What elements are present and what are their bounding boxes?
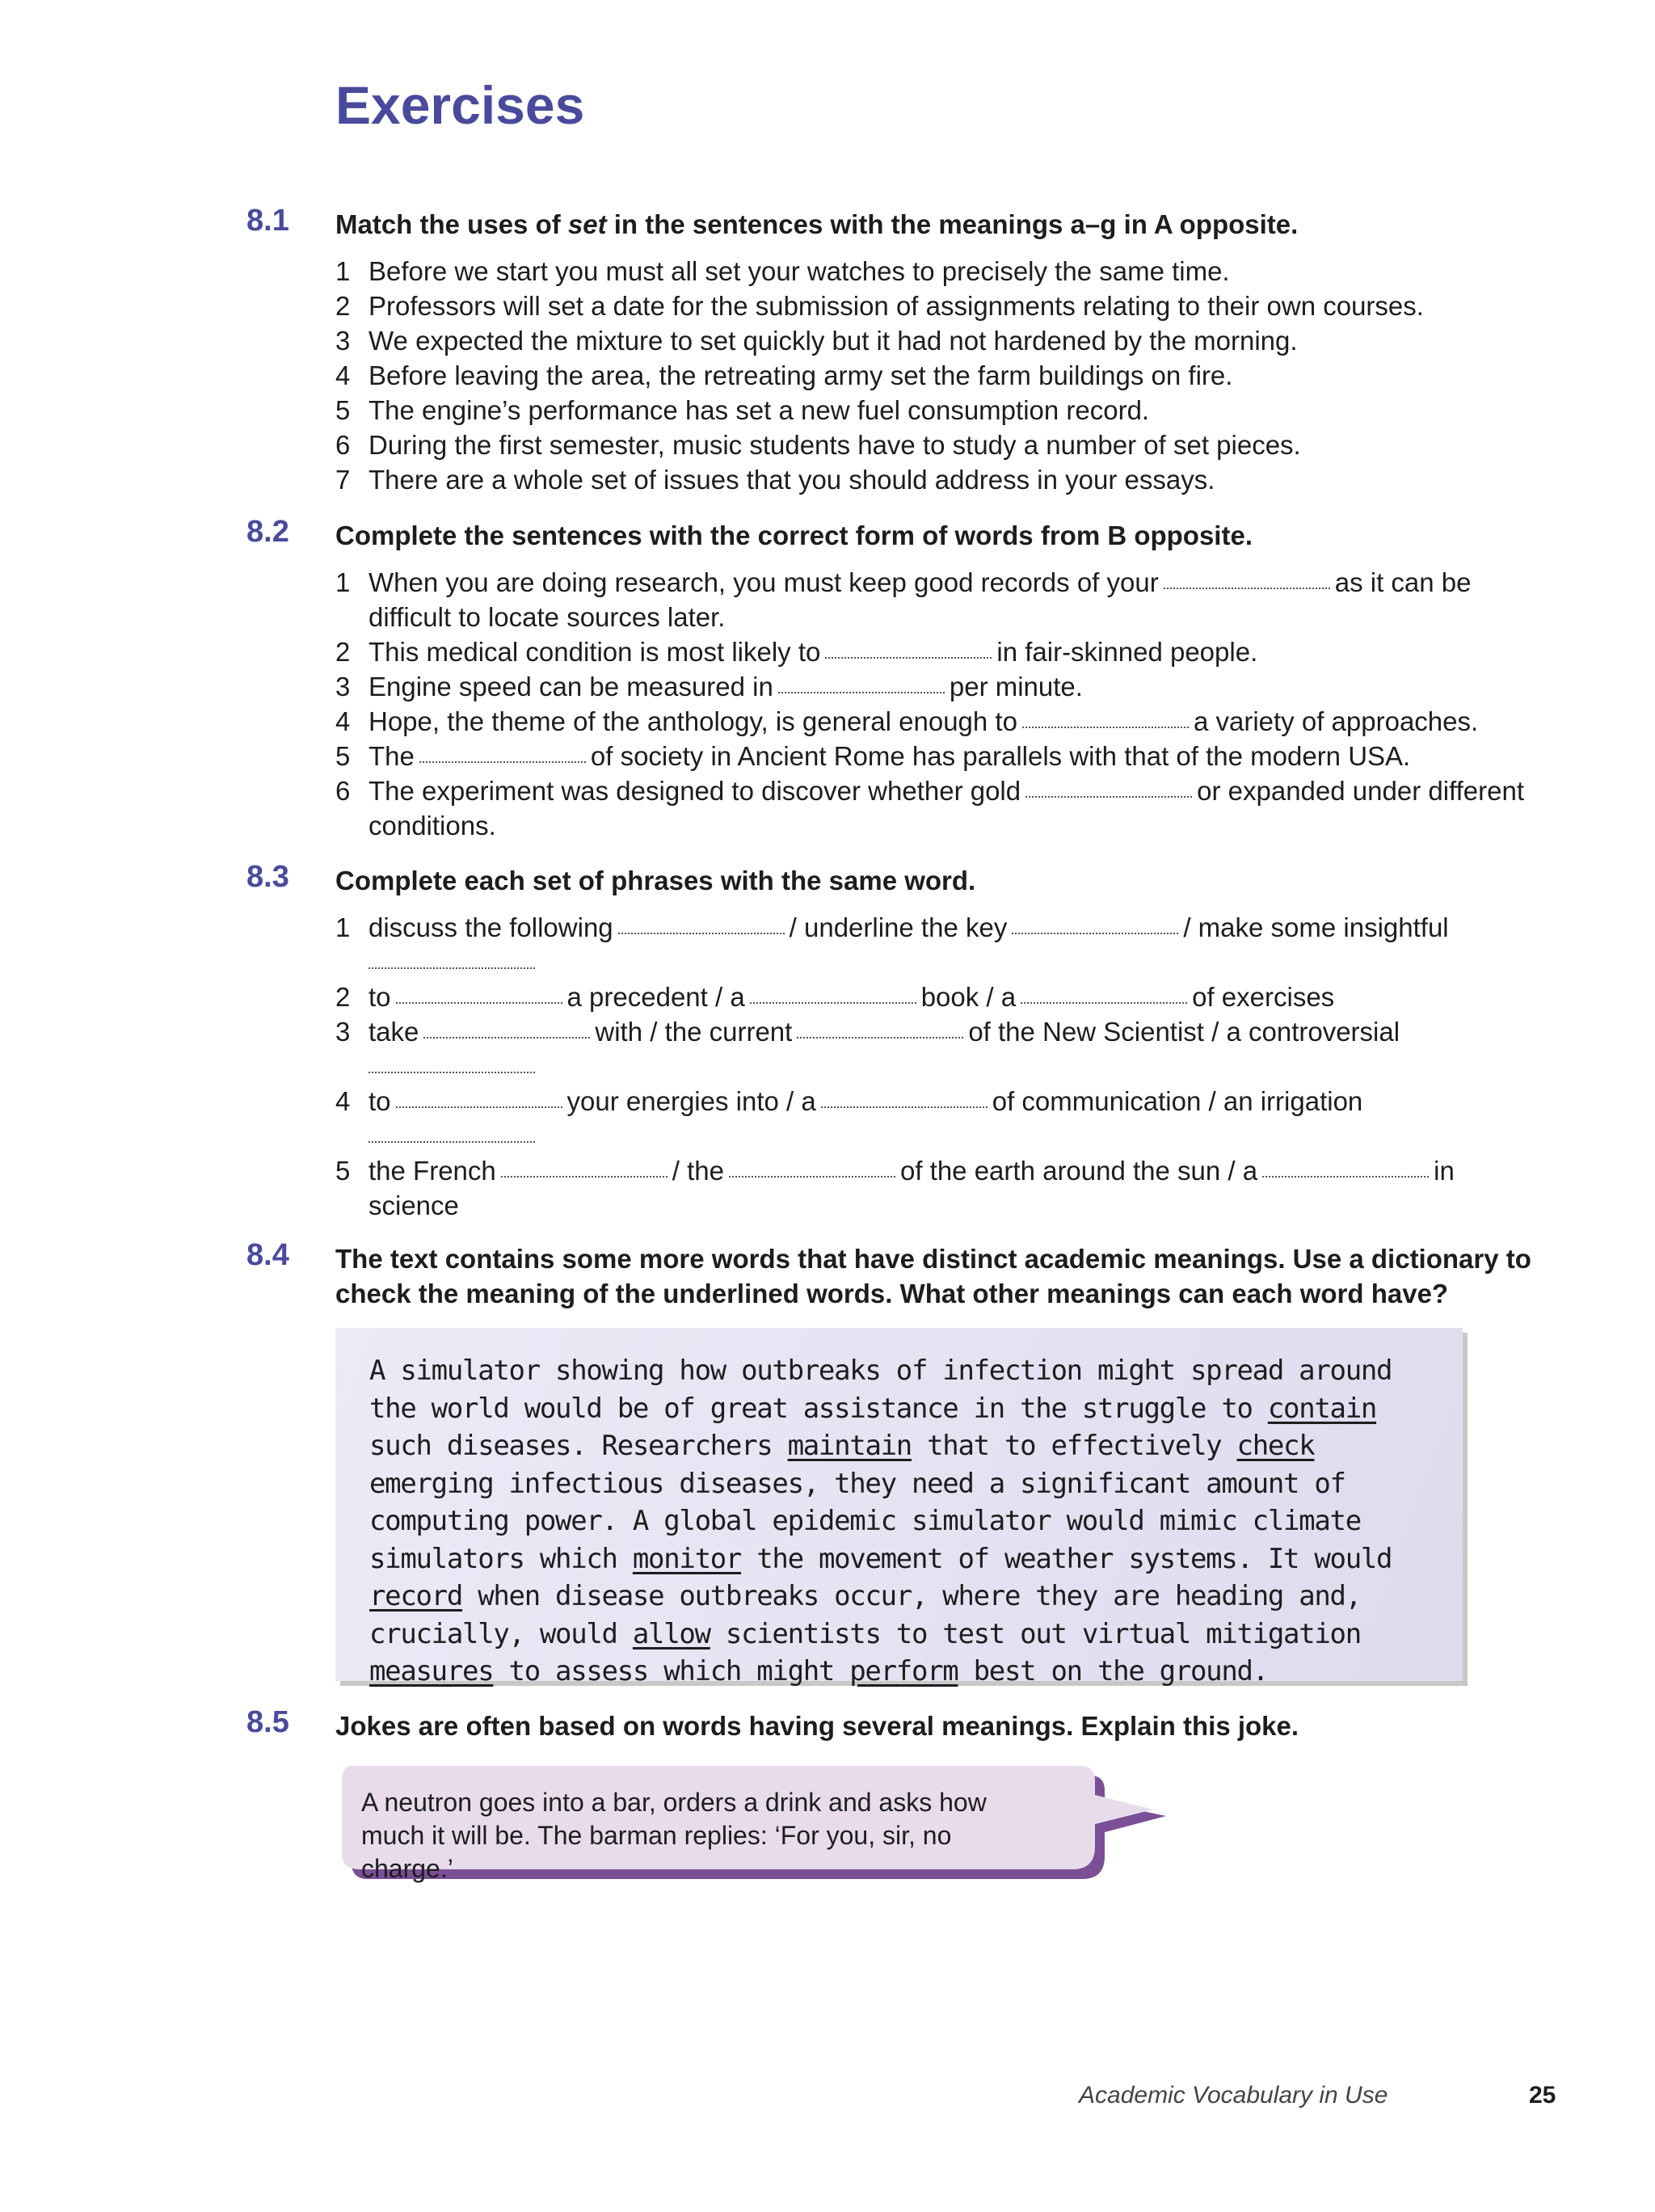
underlined-word: measures <box>369 1655 494 1687</box>
sentence-list <box>335 565 1531 843</box>
exercise-number: 8.3 <box>246 860 289 894</box>
underlined-word: maintain <box>787 1430 912 1462</box>
reading-text: A simulator showing how outbreaks of infection might spread around the world would be of great assistance in the struggle to contain such diseases. Researchers maintain that to effectively check emerging infectious diseases, they need a significant amount of computing power. A global epidemic simulator would mimic climate simulators which monitor the movement of weather systems. It would record when disease outbreaks occur, where they are heading and, crucially, would allow scientists to test out virtual mitigation measures to assess which might perform best on the ground. <box>369 1355 1392 1687</box>
answer-blank[interactable] <box>1021 1000 1187 1004</box>
exercise-instruction: Match the uses of set in the sentences with the meanings a–g in A opposite. <box>335 209 1299 239</box>
underlined-word: record <box>369 1580 463 1612</box>
exercise-number: 8.5 <box>246 1705 289 1739</box>
list-item: 4 Hope, the theme of the anthology, is general enough to a variety of approaches. <box>335 706 1479 736</box>
answer-blank[interactable] <box>501 1173 667 1178</box>
list-item: 1 discuss the following / underline the key / make some insightful <box>335 910 1531 980</box>
list-item: 3 We expected the mixture to set quickly but it had not hardened by the morning. <box>335 326 1298 356</box>
reading-text-box <box>335 1328 1463 1687</box>
page-title: Exercises <box>335 75 585 135</box>
answer-blank[interactable] <box>396 1000 562 1004</box>
answer-blank[interactable] <box>368 1139 535 1143</box>
answer-blank[interactable] <box>1012 930 1178 934</box>
list-item: 4 to your energies into / a of communication / an irrigation <box>335 1084 1531 1153</box>
list-item: 7 There are a whole set of issues that you should address in your essays. <box>335 465 1215 495</box>
list-item: 1 When you are doing research, you must keep good records of your as it can be difficult to locate sources later. <box>335 567 1472 632</box>
list-item: 3 Engine speed can be measured in per minute. <box>335 672 1083 702</box>
underlined-word: monitor <box>632 1542 742 1575</box>
answer-blank[interactable] <box>396 1104 562 1108</box>
list-item: 4 Before leaving the area, the retreating army set the farm buildings on fire. <box>335 360 1233 390</box>
exercise-instruction: Complete the sentences with the correct form of words from B opposite. <box>335 520 1253 550</box>
list-item: 3 take with / the current of the New Scientist / a controversial <box>335 1014 1531 1084</box>
list-item: 2 This medical condition is most likely to in fair-skinned people. <box>335 637 1258 667</box>
list-item: 5 The engine’s performance has set a new fuel consumption record. <box>335 395 1150 425</box>
answer-blank[interactable] <box>821 1104 988 1108</box>
answer-blank[interactable] <box>1164 585 1330 589</box>
answer-blank[interactable] <box>368 965 535 969</box>
joke-text: A neutron goes into a bar, orders a drink and asks how much it will be. The barman replies: ‘For you, sir, no charge.’ <box>361 1788 987 1883</box>
underlined-word: allow <box>632 1617 710 1650</box>
answer-blank[interactable] <box>419 759 586 763</box>
answer-blank[interactable] <box>1022 724 1189 728</box>
exercise-number: 8.1 <box>246 204 289 238</box>
underlined-word: check <box>1236 1430 1315 1462</box>
list-item: 6 The experiment was designed to discover whether gold or expanded under different conditions. <box>335 776 1524 841</box>
answer-blank[interactable] <box>423 1034 590 1039</box>
answer-blank[interactable] <box>618 930 785 934</box>
answer-blank[interactable] <box>778 689 945 693</box>
list-item: 1 Before we start you must all set your watches to precisely the same time. <box>335 256 1230 286</box>
joke-speech-bubble <box>335 1766 1168 1887</box>
exercise-number: 8.4 <box>246 1238 289 1272</box>
phrase-list <box>335 910 1531 1223</box>
page-number: 25 <box>1529 2082 1556 2109</box>
list-item: 5 The of society in Ancient Rome has parallels with that of the modern USA. <box>335 741 1411 771</box>
exercise-instruction: Complete each set of phrases with the same word. <box>335 866 976 895</box>
list-item: 2 to a precedent / a book / a of exercises <box>335 982 1335 1012</box>
list-item: 5 the French / the of the earth around the sun / a in science <box>335 1156 1455 1220</box>
exercise-instruction: The text contains some more words that have distinct academic meanings. Use a dictionary to check the meaning of the underlined words. What other meanings can each word have? <box>335 1244 1531 1308</box>
answer-blank[interactable] <box>825 655 992 659</box>
answer-blank[interactable] <box>797 1034 963 1039</box>
answer-blank[interactable] <box>368 1069 535 1073</box>
list-item: 6 During the first semester, music students have to study a number of set pieces. <box>335 430 1301 460</box>
underlined-word: perform <box>849 1655 958 1687</box>
exercise-number: 8.2 <box>246 515 289 549</box>
underlined-word: contain <box>1267 1392 1377 1425</box>
exercise-instruction: Jokes are often based on words having several meanings. Explain this joke. <box>335 1711 1299 1741</box>
footer-book-title: Academic Vocabulary in Use <box>1079 2082 1388 2109</box>
answer-blank[interactable] <box>729 1173 895 1178</box>
sentence-list <box>335 254 1531 497</box>
list-item: 2 Professors will set a date for the submission of assignments relating to their own courses. <box>335 291 1424 321</box>
answer-blank[interactable] <box>750 1000 916 1004</box>
answer-blank[interactable] <box>1262 1173 1429 1178</box>
answer-blank[interactable] <box>1025 794 1192 798</box>
